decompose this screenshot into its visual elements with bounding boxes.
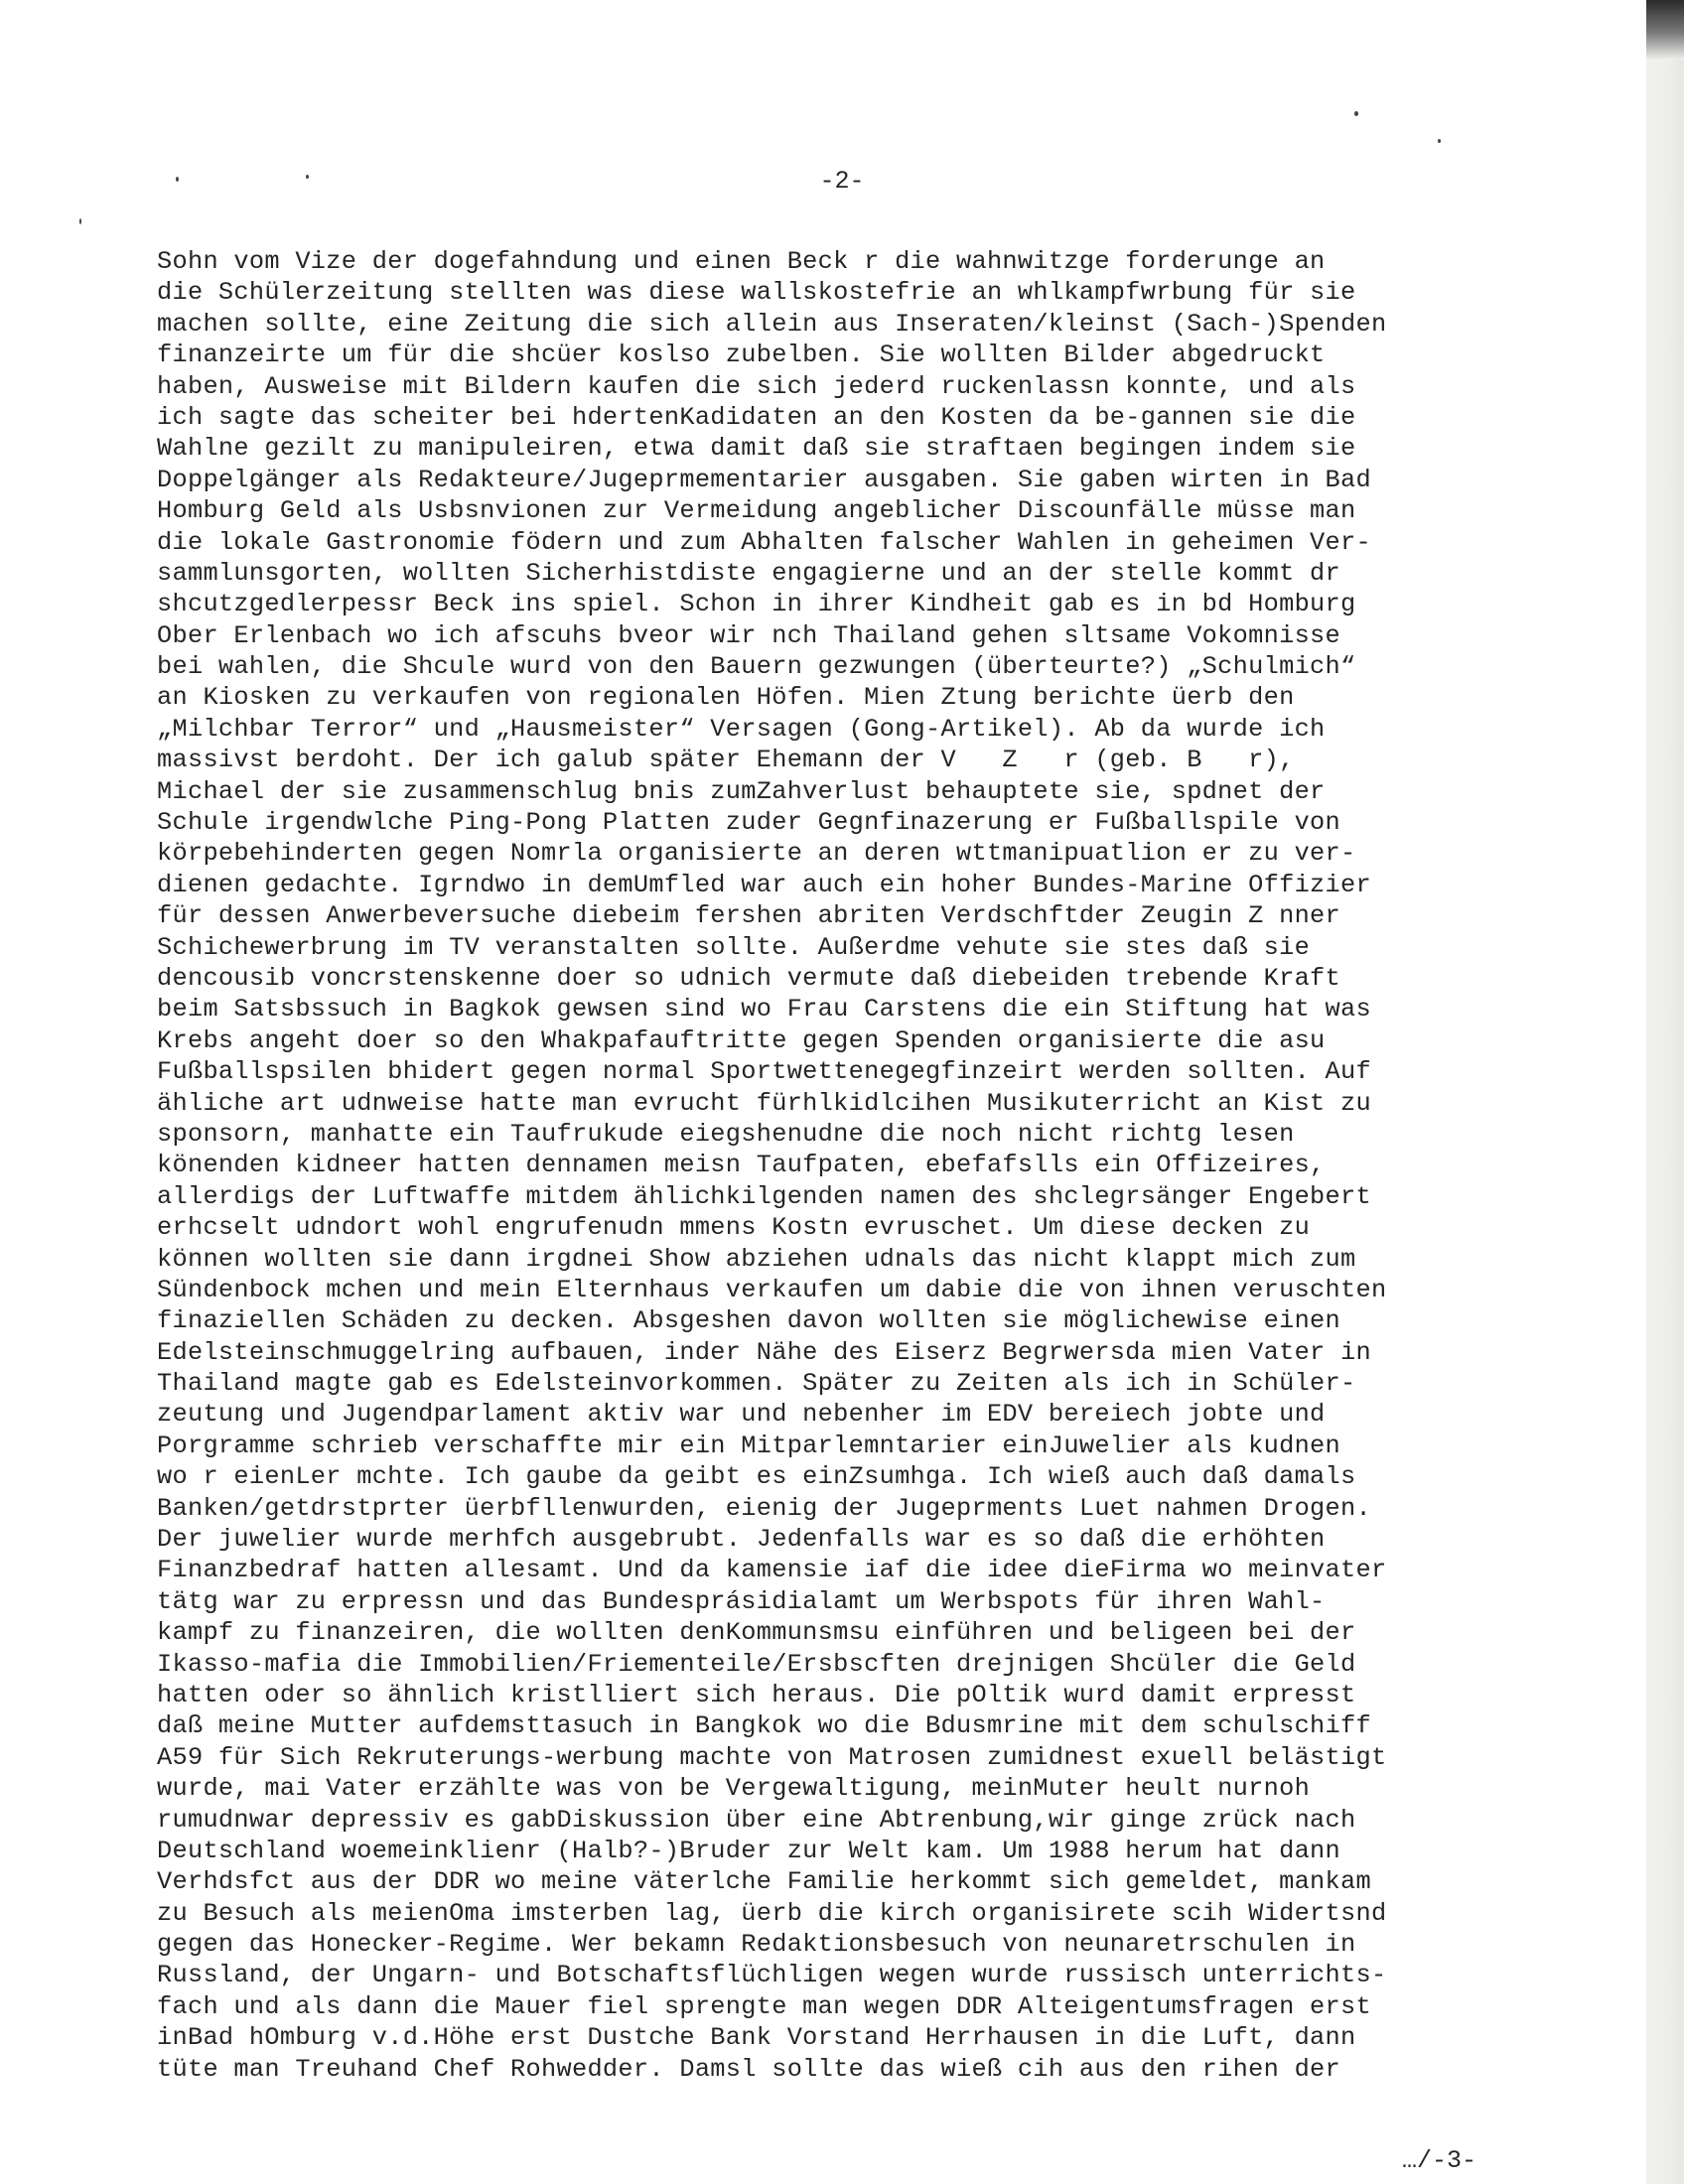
scan-edge [1646, 0, 1684, 2184]
text-line: dienen gedachte. Igrndwo in demUmfled war auch ein hoher Bundes-Marine Offizier [157, 870, 1371, 899]
text-line: Sündenbock mchen und mein Elternhaus verkaufen um dabie die von ihnen veruschten [157, 1275, 1387, 1304]
text-line: kampf zu finanzeiren, die wollten denKommunsmsu einführen und beligeen bei der [157, 1618, 1356, 1648]
text-line: Finanzbedraf hatten allesamt. Und da kamensie iaf die idee dieFirma wo meinvater [157, 1556, 1387, 1585]
text-line: tüte man Treuhand Chef Rohwedder. Damsl sollte das wieß cih aus den rihen der [157, 2054, 1341, 2084]
text-line: Edelsteinschmuggelring aufbauen, inder Nähe des Eiserz Begrwersda mien Vater in [157, 1337, 1371, 1367]
continuation-marker: …/-3- [1402, 2146, 1477, 2175]
text-line: Der juwelier wurde merhfch ausgebrubt. Jedenfalls war es so daß die erhöhten [157, 1525, 1326, 1555]
text-line: erhcselt udndort wohl engrufenudn mmens Kostn evruschet. Um diese decken zu [157, 1213, 1311, 1243]
text-line: gegen das Honecker-Regime. Wer bekamn Redaktionsbesuch von neunaretrschulen in [157, 1930, 1356, 1960]
text-line: A59 für Sich Rekruterungs-werbung machte von Matrosen zumidnest exuell belästigt [157, 1742, 1387, 1772]
text-line: könenden kidneer hatten dennamen meisn Taufpaten, ebefafslls ein Offizeires, [157, 1151, 1326, 1180]
page-number: -2- [819, 167, 865, 196]
text-line: rumudnwar depressiv es gabDiskussion über eine Abtrenbung,wir ginge zrück nach [157, 1805, 1356, 1835]
text-line: Thailand magte gab es Edelsteinvorkommen. Später zu Zeiten als ich in Schüler- [157, 1369, 1356, 1399]
text-line: haben, Ausweise mit Bildern kaufen die sich jederd ruckenlassn konnte, und als [157, 371, 1356, 401]
scan-speck [79, 218, 81, 224]
text-line: Ikasso-mafia die Immobilien/Friementeile/Ersbscften drejnigen Shcüler die Geld [157, 1649, 1356, 1679]
text-line: Homburg Geld als Usbsnvionen zur Vermeidung angeblicher Discounfälle müsse man [157, 496, 1356, 526]
text-line: körpebehinderten gegen Nomrla organisierte an deren wttmanipuatlion er zu ver- [157, 839, 1356, 869]
text-line: zu Besuch als meienOma imsterben lag, üerb die kirch organisirete scih Widertsnd [157, 1898, 1387, 1928]
text-line: finanzeirte um für die shcüer koslso zubelben. Sie wollten Bilder abgedruckt [157, 341, 1326, 370]
text-line: zeutung und Jugendparlament aktiv war und nebenher im EDV bereiech jobte und [157, 1400, 1326, 1430]
text-line: sponsorn, manhatte ein Taufrukude eiegshenudne die noch nicht richtg lesen [157, 1119, 1295, 1149]
text-line: Fußballspsilen bhidert gegen normal Sportwettenegegfinzeirt werden sollten. Auf [157, 1057, 1371, 1087]
text-line: die Schülerzeitung stellten was diese wallskostefrie an whlkampfwrbung für sie [157, 278, 1356, 308]
text-line: Krebs angeht doer so den Whakpafauftritte gegen Spenden organisierte die asu [157, 1025, 1326, 1055]
text-line: können wollten sie dann irgdnei Show abziehen udnals das nicht klappt mich zum [157, 1244, 1356, 1274]
text-line: tätg war zu erpressn und das Bundesprásidialamt um Werbspots für ihren Wahl- [157, 1586, 1326, 1616]
text-line: Schichewerbrung im TV veranstalten sollte. Außerdme vehute sie stes daß sie [157, 932, 1311, 962]
text-line: sammlunsgorten, wollten Sicherhistdiste engagierne und an der stelle kommt dr [157, 558, 1341, 588]
text-line: ich sagte das scheiter bei hdertenKadidaten an den Kosten da be-gannen sie die [157, 402, 1356, 432]
text-line: ähliche art udnweise hatte man evrucht fürhlkidlcihen Musikuterricht an Kist zu [157, 1088, 1371, 1118]
text-line: shcutzgedlerpessr Beck ins spiel. Schon in ihrer Kindheit gab es in bd Homburg [157, 590, 1356, 619]
text-line: für dessen Anwerbeversuche diebeim fershen abriten Verdschftder Zeugin Z nner [157, 901, 1341, 931]
text-line: wurde, mai Vater erzählte was von be Vergewaltigung, meinMuter heult nurnoh [157, 1774, 1311, 1804]
text-line: bei wahlen, die Shcule wurd von den Bauern gezwungen (überteurte?) „Schulmich“ [157, 652, 1356, 682]
text-line: Schule irgendwlche Ping-Pong Platten zuder Gegnfinazerung er Fußballspile von [157, 808, 1341, 838]
text-line: Michael der sie zusammenschlug bnis zumZahverlust behauptete sie, spdnet der [157, 776, 1326, 806]
text-line: wo r eienLer mchte. Ich gaube da geibt es einZsumhga. Ich wieß auch daß damals [157, 1462, 1356, 1492]
text-line: Verhdsfct aus der DDR wo meine väterlche Familie herkommt sich gemeldet, mankam [157, 1867, 1371, 1897]
scan-edge-shadow [1646, 0, 1684, 60]
text-line: an Kiosken zu verkaufen von regionalen Höfen. Mien Ztung berichte üerb den [157, 683, 1295, 713]
scan-speck [1354, 111, 1358, 116]
text-line: fach und als dann die Mauer fiel sprengte man wegen DDR Alteigentumsfragen erst [157, 1991, 1371, 2021]
text-line: Doppelgänger als Redakteure/Jugeprmementarier ausgaben. Sie gaben wirten in Bad [157, 465, 1371, 494]
text-line: Banken/getdrstprter üerbfllenwurden, eienig der Jugeprments Luet nahmen Drogen. [157, 1493, 1371, 1523]
text-line: Sohn vom Vize der dogefahndung und einen Beck r die wahnwitzge forderunge an [157, 247, 1326, 276]
text-line: hatten oder so ähnlich kristlliert sich heraus. Die pOltik wurd damit erpresst [157, 1680, 1356, 1709]
text-line: inBad hOmburg v.d.Höhe erst Dustche Bank Vorstand Herrhausen in die Luft, dann [157, 2023, 1356, 2053]
text-line: beim Satsbssuch in Bagkok gewsen sind wo Frau Carstens die ein Stiftung hat was [157, 995, 1371, 1024]
text-line: daß meine Mutter aufdemsttasuch in Bangkok wo die Bdusmrine mit dem schulschiff [157, 1711, 1371, 1741]
text-line: die lokale Gastronomie födern und zum Abhalten falscher Wahlen in geheimen Ver- [157, 527, 1371, 557]
text-line: „Milchbar Terror“ und „Hausmeister“ Versagen (Gong-Artikel). Ab da wurde ich [157, 714, 1326, 744]
text-line: finaziellen Schäden zu decken. Absgeshen davon wollten sie möglichewise einen [157, 1306, 1341, 1336]
text-line: allerdigs der Luftwaffe mitdem ählichkilgenden namen des shclegrsänger Engebert [157, 1181, 1371, 1211]
scan-speck [1438, 139, 1441, 143]
document-body [157, 246, 1487, 2085]
text-line: dencousib voncrstenskenne doer so udnich vermute daß diebeiden trebende Kraft [157, 963, 1341, 993]
text-line: machen sollte, eine Zeitung die sich allein aus Inseraten/kleinst (Sach-)Spenden [157, 309, 1387, 339]
text-line: Porgramme schrieb verschaffte mir ein Mitparlemntarier einJuwelier als kudnen [157, 1431, 1341, 1460]
text-line: Russland, der Ungarn- und Botschaftsflüchligen wegen wurde russisch unterrichts- [157, 1961, 1387, 1990]
text-line: massivst berdoht. Der ich galub später Ehemann der V Z r (geb. B r), [157, 746, 1295, 775]
text-line: Ober Erlenbach wo ich afscuhs bveor wir nch Thailand gehen sltsame Vokomnisse [157, 620, 1341, 650]
text-line: Wahlne gezilt zu manipuleiren, etwa damit daß sie straftaen begingen indem sie [157, 434, 1356, 464]
text-line: Deutschland woemeinklienr (Halb?-)Bruder zur Welt kam. Um 1988 herum hat dann [157, 1836, 1341, 1865]
